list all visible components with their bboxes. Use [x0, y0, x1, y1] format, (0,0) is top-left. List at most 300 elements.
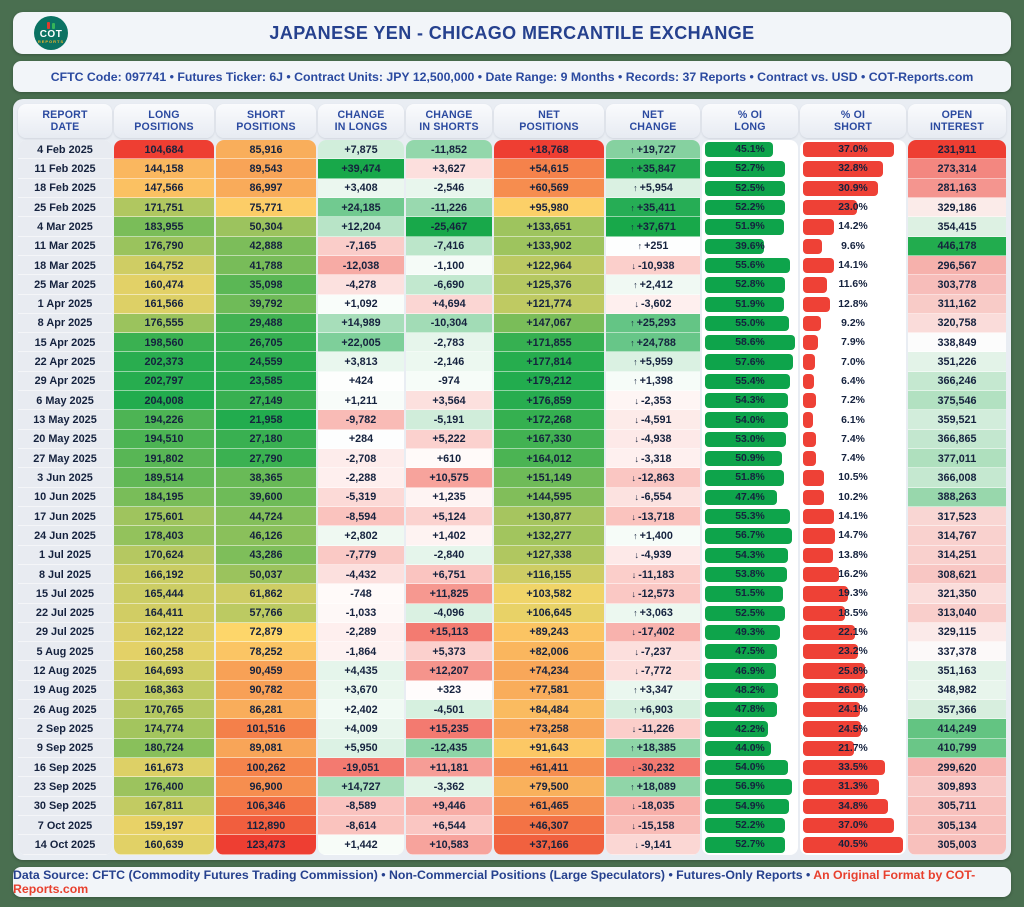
- cell-chg_long: +24,185: [318, 198, 404, 217]
- cell-oi_short_pct: [800, 623, 906, 642]
- cell-oi_short_pct: [800, 314, 906, 333]
- net-change-value: -9,141: [640, 838, 672, 851]
- down-arrow-icon: ↓: [631, 801, 636, 812]
- cell-long: 202,373: [114, 352, 214, 371]
- down-arrow-icon: ↓: [631, 627, 636, 638]
- cell-chg_short: +1,235: [406, 488, 492, 507]
- cell-long: 168,363: [114, 681, 214, 700]
- oi-percent-value: 14.7%: [838, 530, 868, 542]
- cell-net: +133,902: [494, 237, 604, 256]
- cell-oi_long_pct: [702, 314, 798, 333]
- cell-oi: 317,523: [908, 507, 1006, 526]
- cell-short: 86,281: [216, 700, 316, 719]
- cell-net: +127,338: [494, 546, 604, 565]
- cell-long: 176,555: [114, 314, 214, 333]
- cell-chg_long: +22,005: [318, 333, 404, 352]
- cell-net: +61,411: [494, 758, 604, 777]
- down-arrow-icon: ↓: [631, 260, 636, 271]
- oi-red-bar: [803, 219, 834, 234]
- oi-percent-value: 52.2%: [735, 202, 765, 214]
- cell-short: 24,559: [216, 352, 316, 371]
- cell-short: 85,916: [216, 140, 316, 159]
- cell-chg_long: -12,038: [318, 256, 404, 275]
- net-change-value: -13,718: [637, 510, 675, 523]
- cell-long: 175,601: [114, 507, 214, 526]
- cell-chg_short: -12,435: [406, 739, 492, 758]
- cell-oi: 311,162: [908, 295, 1006, 314]
- cell-oi_long_pct: [702, 449, 798, 468]
- column-oi_short_pct: [800, 104, 906, 855]
- cell-net: +132,277: [494, 526, 604, 545]
- cell-net: +46,307: [494, 816, 604, 835]
- cell-date: 8 Apr 2025: [18, 314, 112, 333]
- cell-oi_short_pct: [800, 295, 906, 314]
- net-change-value: +24,788: [636, 336, 676, 349]
- oi-percent-value: 7.0%: [841, 356, 865, 368]
- cell-chg_long: -2,708: [318, 449, 404, 468]
- cell-net_chg: [606, 468, 700, 487]
- oi-percent-value: 21.7%: [838, 742, 868, 754]
- cell-date: 10 Jun 2025: [18, 488, 112, 507]
- cell-short: 38,365: [216, 468, 316, 487]
- cell-net: +147,067: [494, 314, 604, 333]
- cell-chg_long: +4,009: [318, 719, 404, 738]
- up-arrow-icon: ↑: [633, 376, 638, 387]
- oi-percent-value: 52.7%: [735, 839, 765, 851]
- cell-oi: 359,521: [908, 410, 1006, 429]
- header-label: CHANGE: [337, 109, 385, 121]
- cell-date: 6 May 2025: [18, 391, 112, 410]
- cell-chg_long: +3,813: [318, 352, 404, 371]
- cell-date: 4 Mar 2025: [18, 217, 112, 236]
- cell-date: 15 Apr 2025: [18, 333, 112, 352]
- cell-short: 78,252: [216, 642, 316, 661]
- cell-short: 89,081: [216, 739, 316, 758]
- cell-short: 72,879: [216, 623, 316, 642]
- cell-short: 61,862: [216, 584, 316, 603]
- column-oi_long_pct: [702, 104, 798, 855]
- cell-chg_short: +11,181: [406, 758, 492, 777]
- column-header-chg_short: [406, 104, 492, 138]
- oi-percent-value: 14.1%: [838, 511, 868, 523]
- cell-date: 18 Mar 2025: [18, 256, 112, 275]
- cell-chg_short: -974: [406, 372, 492, 391]
- cell-oi_long_pct: [702, 198, 798, 217]
- cell-net: +171,855: [494, 333, 604, 352]
- cell-oi_long_pct: [702, 526, 798, 545]
- cell-oi_short_pct: [800, 198, 906, 217]
- down-arrow-icon: ↓: [634, 839, 639, 850]
- up-arrow-icon: ↑: [630, 202, 635, 213]
- cell-chg_short: +12,207: [406, 661, 492, 680]
- cell-chg_long: +12,204: [318, 217, 404, 236]
- cell-oi_long_pct: [702, 642, 798, 661]
- cell-date: 8 Jul 2025: [18, 565, 112, 584]
- cell-short: 50,304: [216, 217, 316, 236]
- cell-long: 170,624: [114, 546, 214, 565]
- header-label: IN SHORTS: [419, 121, 479, 133]
- cell-net: +91,643: [494, 739, 604, 758]
- cell-oi: 314,767: [908, 526, 1006, 545]
- cell-oi_long_pct: [702, 604, 798, 623]
- column-body-net_chg: [606, 140, 700, 855]
- cell-chg_long: -8,614: [318, 816, 404, 835]
- cell-chg_short: +6,544: [406, 816, 492, 835]
- cell-net: +61,465: [494, 797, 604, 816]
- cell-oi: 281,163: [908, 179, 1006, 198]
- cell-oi: 338,849: [908, 333, 1006, 352]
- down-arrow-icon: ↓: [631, 511, 636, 522]
- net-change-value: +18,089: [636, 780, 676, 793]
- column-header-long: [114, 104, 214, 138]
- cell-oi_long_pct: [702, 217, 798, 236]
- cell-oi_long_pct: [702, 816, 798, 835]
- cell-long: 178,403: [114, 526, 214, 545]
- cell-date: 9 Sep 2025: [18, 739, 112, 758]
- cell-oi_long_pct: [702, 410, 798, 429]
- cell-chg_short: -6,690: [406, 275, 492, 294]
- up-arrow-icon: ↑: [630, 221, 635, 232]
- cell-date: 17 Jun 2025: [18, 507, 112, 526]
- cell-chg_short: -25,467: [406, 217, 492, 236]
- up-arrow-icon: ↑: [630, 318, 635, 329]
- cell-net_chg: [606, 333, 700, 352]
- cell-chg_long: -1,864: [318, 642, 404, 661]
- column-body-long: [114, 140, 214, 855]
- header-label: % OI: [840, 109, 866, 121]
- cell-long: 165,444: [114, 584, 214, 603]
- cell-short: 46,126: [216, 526, 316, 545]
- cell-short: 23,585: [216, 372, 316, 391]
- cell-long: 180,724: [114, 739, 214, 758]
- cell-short: 123,473: [216, 835, 316, 854]
- cell-net_chg: [606, 739, 700, 758]
- cell-oi_short_pct: [800, 797, 906, 816]
- cell-chg_short: +15,235: [406, 719, 492, 738]
- cell-oi_long_pct: [702, 468, 798, 487]
- net-change-value: +1,398: [639, 375, 673, 388]
- column-body-oi_short_pct: [800, 140, 906, 855]
- cell-oi_short_pct: [800, 661, 906, 680]
- down-arrow-icon: ↓: [634, 453, 639, 464]
- cell-net_chg: [606, 295, 700, 314]
- cell-long: 164,752: [114, 256, 214, 275]
- cell-net: +95,980: [494, 198, 604, 217]
- oi-percent-value: 47.8%: [735, 704, 765, 716]
- cell-oi_short_pct: [800, 584, 906, 603]
- cell-oi_short_pct: [800, 237, 906, 256]
- cell-oi_short_pct: [800, 159, 906, 178]
- oi-red-bar: [803, 490, 824, 505]
- cell-chg_long: +7,875: [318, 140, 404, 159]
- cell-chg_long: -7,779: [318, 546, 404, 565]
- cell-oi_long_pct: [702, 584, 798, 603]
- oi-percent-value: 7.9%: [841, 337, 865, 349]
- oi-percent-value: 47.5%: [735, 646, 765, 658]
- cell-chg_short: -11,226: [406, 198, 492, 217]
- cell-long: 194,226: [114, 410, 214, 429]
- cell-chg_short: -2,840: [406, 546, 492, 565]
- cell-short: 27,149: [216, 391, 316, 410]
- oi-red-bar: [803, 277, 827, 292]
- oi-percent-value: 44.0%: [735, 742, 765, 754]
- cot-table: [18, 104, 1006, 855]
- cell-chg_long: +39,474: [318, 159, 404, 178]
- oi-percent-value: 25.8%: [838, 665, 868, 677]
- cell-oi: 348,982: [908, 681, 1006, 700]
- oi-percent-value: 56.9%: [735, 781, 765, 793]
- oi-percent-value: 32.8%: [838, 163, 868, 175]
- cell-oi_short_pct: [800, 565, 906, 584]
- cell-net_chg: [606, 777, 700, 796]
- cell-oi_short_pct: [800, 488, 906, 507]
- cell-net_chg: [606, 758, 700, 777]
- cell-oi_long_pct: [702, 507, 798, 526]
- cell-chg_short: -5,191: [406, 410, 492, 429]
- cell-chg_long: -8,589: [318, 797, 404, 816]
- cell-oi: 446,178: [908, 237, 1006, 256]
- cell-date: 11 Mar 2025: [18, 237, 112, 256]
- cell-chg_short: +15,113: [406, 623, 492, 642]
- cell-chg_long: +3,408: [318, 179, 404, 198]
- cell-oi_long_pct: [702, 488, 798, 507]
- cell-net_chg: [606, 719, 700, 738]
- table-card: [13, 99, 1011, 860]
- cell-oi: 303,778: [908, 275, 1006, 294]
- net-change-value: -4,938: [640, 433, 672, 446]
- cell-long: 161,566: [114, 295, 214, 314]
- oi-red-bar: [803, 374, 814, 389]
- cell-long: 166,192: [114, 565, 214, 584]
- oi-percent-value: 46.9%: [735, 665, 765, 677]
- oi-percent-value: 19.3%: [838, 588, 868, 600]
- cell-chg_short: -7,416: [406, 237, 492, 256]
- column-header-net: [494, 104, 604, 138]
- oi-percent-value: 51.9%: [735, 221, 765, 233]
- cell-oi_long_pct: [702, 352, 798, 371]
- header-label: SHORT: [246, 109, 286, 121]
- cell-chg_long: -5,319: [318, 488, 404, 507]
- cell-oi: 375,546: [908, 391, 1006, 410]
- cell-oi: 366,008: [908, 468, 1006, 487]
- cell-long: 162,122: [114, 623, 214, 642]
- header-label: POSITIONS: [236, 121, 296, 133]
- cell-long: 164,693: [114, 661, 214, 680]
- cell-net_chg: [606, 623, 700, 642]
- cell-chg_long: -19,051: [318, 758, 404, 777]
- cell-oi_short_pct: [800, 700, 906, 719]
- cell-long: 144,158: [114, 159, 214, 178]
- down-arrow-icon: ↓: [634, 666, 639, 677]
- cell-chg_long: +5,950: [318, 739, 404, 758]
- cell-oi: 337,378: [908, 642, 1006, 661]
- cell-long: 194,510: [114, 430, 214, 449]
- net-change-value: -12,573: [637, 587, 675, 600]
- cell-short: 106,346: [216, 797, 316, 816]
- oi-percent-value: 6.1%: [841, 414, 865, 426]
- cell-date: 1 Jul 2025: [18, 546, 112, 565]
- oi-red-bar: [803, 335, 818, 350]
- oi-percent-value: 12.8%: [838, 298, 868, 310]
- cell-date: 19 Aug 2025: [18, 681, 112, 700]
- cell-chg_long: +14,727: [318, 777, 404, 796]
- oi-percent-value: 57.6%: [735, 356, 765, 368]
- cot-reports-logo-icon: [34, 16, 68, 50]
- cell-oi_short_pct: [800, 449, 906, 468]
- up-arrow-icon: ↑: [630, 743, 635, 754]
- cell-oi_long_pct: [702, 739, 798, 758]
- footer-accent-text: An Original Format by COT-Reports.com: [13, 867, 976, 896]
- cell-oi_long_pct: [702, 295, 798, 314]
- cell-oi_short_pct: [800, 546, 906, 565]
- cell-oi_long_pct: [702, 623, 798, 642]
- cell-chg_long: +284: [318, 430, 404, 449]
- cell-net: +89,243: [494, 623, 604, 642]
- cell-net_chg: [606, 140, 700, 159]
- cell-oi: 309,893: [908, 777, 1006, 796]
- cell-oi_short_pct: [800, 352, 906, 371]
- cell-net_chg: [606, 584, 700, 603]
- net-change-value: +2,412: [639, 278, 673, 291]
- cell-net_chg: [606, 198, 700, 217]
- down-arrow-icon: ↓: [634, 646, 639, 657]
- cell-long: 191,802: [114, 449, 214, 468]
- cell-oi: 305,003: [908, 835, 1006, 854]
- oi-red-bar: [803, 432, 816, 447]
- column-header-oi_long_pct: [702, 104, 798, 138]
- cell-oi: 351,226: [908, 352, 1006, 371]
- oi-percent-value: 9.6%: [841, 240, 865, 252]
- cell-date: 26 Aug 2025: [18, 700, 112, 719]
- oi-percent-value: 10.5%: [838, 472, 868, 484]
- oi-red-bar: [803, 354, 815, 369]
- oi-percent-value: 6.4%: [841, 375, 865, 387]
- cell-short: 39,600: [216, 488, 316, 507]
- cell-oi: 414,249: [908, 719, 1006, 738]
- oi-percent-value: 7.4%: [841, 453, 865, 465]
- cell-net_chg: [606, 816, 700, 835]
- oi-percent-value: 54.0%: [735, 762, 765, 774]
- oi-red-bar: [803, 470, 824, 485]
- cell-short: 29,488: [216, 314, 316, 333]
- cell-net: +122,964: [494, 256, 604, 275]
- cell-date: 22 Apr 2025: [18, 352, 112, 371]
- header-label: LONG: [734, 121, 766, 133]
- column-body-oi: [908, 140, 1006, 855]
- oi-percent-value: 42.2%: [735, 723, 765, 735]
- cell-net_chg: [606, 835, 700, 854]
- net-change-value: +18,385: [636, 742, 676, 755]
- cell-chg_short: -11,852: [406, 140, 492, 159]
- oi-percent-value: 23.0%: [838, 202, 868, 214]
- down-arrow-icon: ↓: [631, 724, 637, 735]
- cell-oi_short_pct: [800, 604, 906, 623]
- cell-short: 90,459: [216, 661, 316, 680]
- net-change-value: -3,318: [640, 452, 672, 465]
- column-header-oi: [908, 104, 1006, 138]
- oi-percent-value: 54.3%: [735, 549, 765, 561]
- column-body-short: [216, 140, 316, 855]
- cell-oi: 388,263: [908, 488, 1006, 507]
- down-arrow-icon: ↓: [631, 762, 636, 773]
- up-arrow-icon: ↑: [633, 704, 638, 715]
- cell-oi_short_pct: [800, 256, 906, 275]
- down-arrow-icon: ↓: [631, 588, 636, 599]
- oi-percent-value: 55.3%: [735, 511, 765, 523]
- oi-percent-value: 18.5%: [838, 607, 868, 619]
- cell-date: 5 Aug 2025: [18, 642, 112, 661]
- oi-percent-value: 37.0%: [838, 820, 868, 832]
- cell-oi_short_pct: [800, 526, 906, 545]
- cell-oi_long_pct: [702, 700, 798, 719]
- oi-percent-value: 58.6%: [735, 337, 765, 349]
- cell-short: 26,705: [216, 333, 316, 352]
- cell-date: 18 Feb 2025: [18, 179, 112, 198]
- column-header-date: [18, 104, 112, 138]
- cell-oi_long_pct: [702, 546, 798, 565]
- oi-percent-value: 37.0%: [838, 144, 868, 156]
- cell-chg_short: -4,096: [406, 604, 492, 623]
- cell-date: 25 Mar 2025: [18, 275, 112, 294]
- cell-net_chg: [606, 681, 700, 700]
- oi-percent-value: 49.3%: [735, 626, 765, 638]
- cell-short: 112,890: [216, 816, 316, 835]
- cell-net_chg: [606, 275, 700, 294]
- cell-short: 39,792: [216, 295, 316, 314]
- cell-oi_short_pct: [800, 719, 906, 738]
- cell-net_chg: [606, 352, 700, 371]
- net-change-value: +251: [644, 240, 669, 253]
- cell-long: 198,560: [114, 333, 214, 352]
- cell-date: 11 Feb 2025: [18, 159, 112, 178]
- column-header-net_chg: [606, 104, 700, 138]
- oi-percent-value: 9.2%: [841, 317, 865, 329]
- cell-long: 202,797: [114, 372, 214, 391]
- column-body-date: [18, 140, 112, 855]
- cell-long: 147,566: [114, 179, 214, 198]
- oi-percent-value: 14.1%: [838, 260, 868, 272]
- cell-oi_long_pct: [702, 256, 798, 275]
- oi-percent-value: 55.0%: [735, 317, 765, 329]
- cell-date: 12 Aug 2025: [18, 661, 112, 680]
- cell-chg_long: +3,670: [318, 681, 404, 700]
- cell-date: 2 Sep 2025: [18, 719, 112, 738]
- cell-oi_long_pct: [702, 275, 798, 294]
- column-chg_long: [318, 104, 404, 855]
- cell-net: +179,212: [494, 372, 604, 391]
- cell-chg_long: +1,442: [318, 835, 404, 854]
- header-label: POSITIONS: [519, 121, 579, 133]
- cell-oi: 366,246: [908, 372, 1006, 391]
- oi-red-bar: [803, 316, 821, 331]
- net-change-value: -10,938: [637, 259, 675, 272]
- oi-percent-value: 10.2%: [838, 491, 868, 503]
- cell-chg_short: +5,373: [406, 642, 492, 661]
- cell-oi: 273,314: [908, 159, 1006, 178]
- oi-percent-value: 34.8%: [838, 800, 868, 812]
- cell-net_chg: [606, 410, 700, 429]
- cell-oi_long_pct: [702, 333, 798, 352]
- net-change-value: +19,727: [636, 143, 676, 156]
- header-label: SHORT: [833, 121, 873, 133]
- cell-oi_short_pct: [800, 372, 906, 391]
- cell-date: 16 Sep 2025: [18, 758, 112, 777]
- cell-chg_short: -10,304: [406, 314, 492, 333]
- oi-red-bar: [803, 528, 835, 543]
- net-change-value: -30,232: [637, 761, 675, 774]
- cell-chg_short: +10,583: [406, 835, 492, 854]
- cell-long: 167,811: [114, 797, 214, 816]
